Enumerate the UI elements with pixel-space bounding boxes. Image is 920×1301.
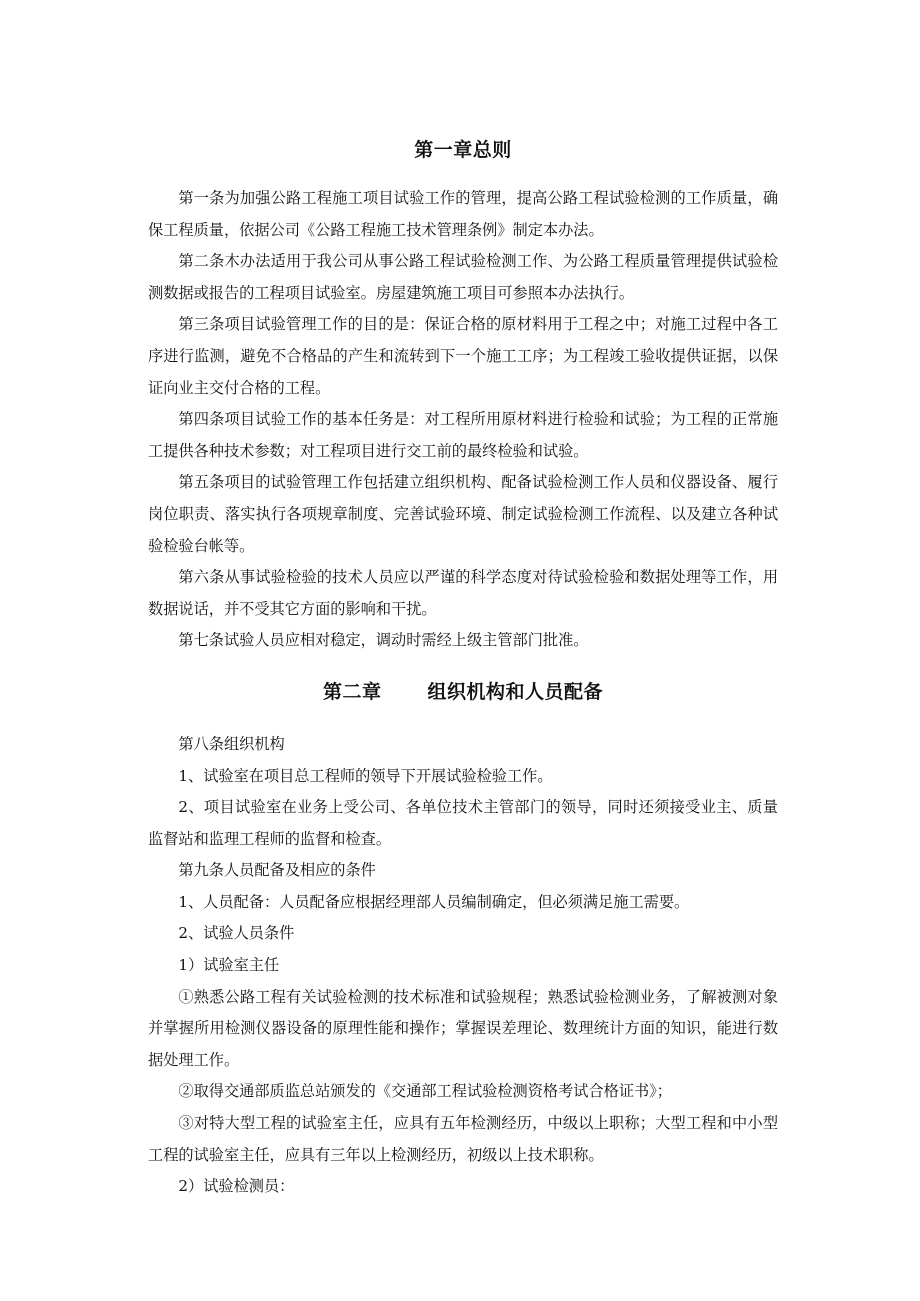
document-content	[148, 135, 778, 1203]
chapter-2-title	[148, 677, 778, 707]
article-2: 第二条木办法适用于我公司从事公路工程试验检测工作、为公路工程质量管理提供试验检测数据或报告的工程项目试验室。房屋建筑施工项目可参照本办法执行。	[148, 252, 778, 302]
article-9-heading: 第九条人员配备及相应的条件	[178, 861, 376, 880]
list-item: ②取得交通部质监总站颁发的《交通部工程试验检测资格考试合格证书》；	[178, 1082, 672, 1101]
article-8-heading: 第八条组织机构	[178, 734, 285, 753]
article-6: 第六条从事试验检验的技术人员应以严谨的科学态度对待试验检验和数据处理等工作，用数据说话，并不受其它方面的影响和干扰。	[148, 568, 778, 618]
list-item: 1、试验室在项目总工程师的领导下开展试验检验工作。	[178, 766, 553, 785]
list-item: ①熟悉公路工程有关试验检测的技术标准和试验规程；熟悉试验检测业务，了解被测对象并掌握所用检测仪器设备的原理性能和操作；掌握误差理论、数理统计方面的知识，能进行数据处理工作。	[148, 987, 778, 1069]
article-3: 第三条项目试验管理工作的目的是：保证合格的原材料用于工程之中；对施工过程中各工序进行监测，避免不合格品的产生和流转到下一个施工工序；为工程竣工验收提供证据，以保证向业主交付合格的工程。	[148, 315, 778, 397]
sub-heading: 2）试验检测员：	[178, 1177, 295, 1196]
chapter-1-title: 第一章总则	[414, 139, 512, 161]
article-4: 第四条项目试验工作的基本任务是：对工程所用原材料进行检验和试验；为工程的正常施工提供各种技术参数；对工程项目进行交工前的最终检验和试验。	[148, 410, 778, 460]
chapter-2-prefix: 第二章	[322, 680, 382, 703]
list-item: 1、人员配备：人员配备应根据经理部人员编制确定，但必须满足施工需要。	[178, 892, 690, 911]
article-7: 第七条试验人员应相对稳定，调动时需经上级主管部门批准。	[178, 631, 589, 650]
chapter-2-text: 组织机构和人员配备	[427, 680, 604, 703]
list-item: 2、项目试验室在业务上受公司、各单位技术主管部门的领导，同时还须接受业主、质量监督站和监理工程师的监督和检查。	[148, 798, 778, 848]
sub-heading: 1）试验室主任	[178, 956, 280, 975]
article-5: 第五条项目的试验管理工作包括建立组织机构、配备试验检测工作人员和仪器设备、履行岗位职责、落实执行各项规章制度、完善试验环境、制定试验检测工作流程、以及建立各种试验检验台帐等。	[148, 473, 778, 555]
article-1: 第一条为加强公路工程施工项目试验工作的管理，提高公路工程试验检测的工作质量，确保工程质量，依据公司《公路工程施工技术管理条例》制定本办法。	[148, 189, 778, 239]
list-item: 2、试验人员条件	[178, 924, 295, 943]
list-item: ③对特大型工程的试验室主任，应具有五年检测经历，中级以上职称；大型工程和中小型工程的试验室主任，应具有三年以上检测经历，初级以上技术职称。	[148, 1114, 778, 1164]
